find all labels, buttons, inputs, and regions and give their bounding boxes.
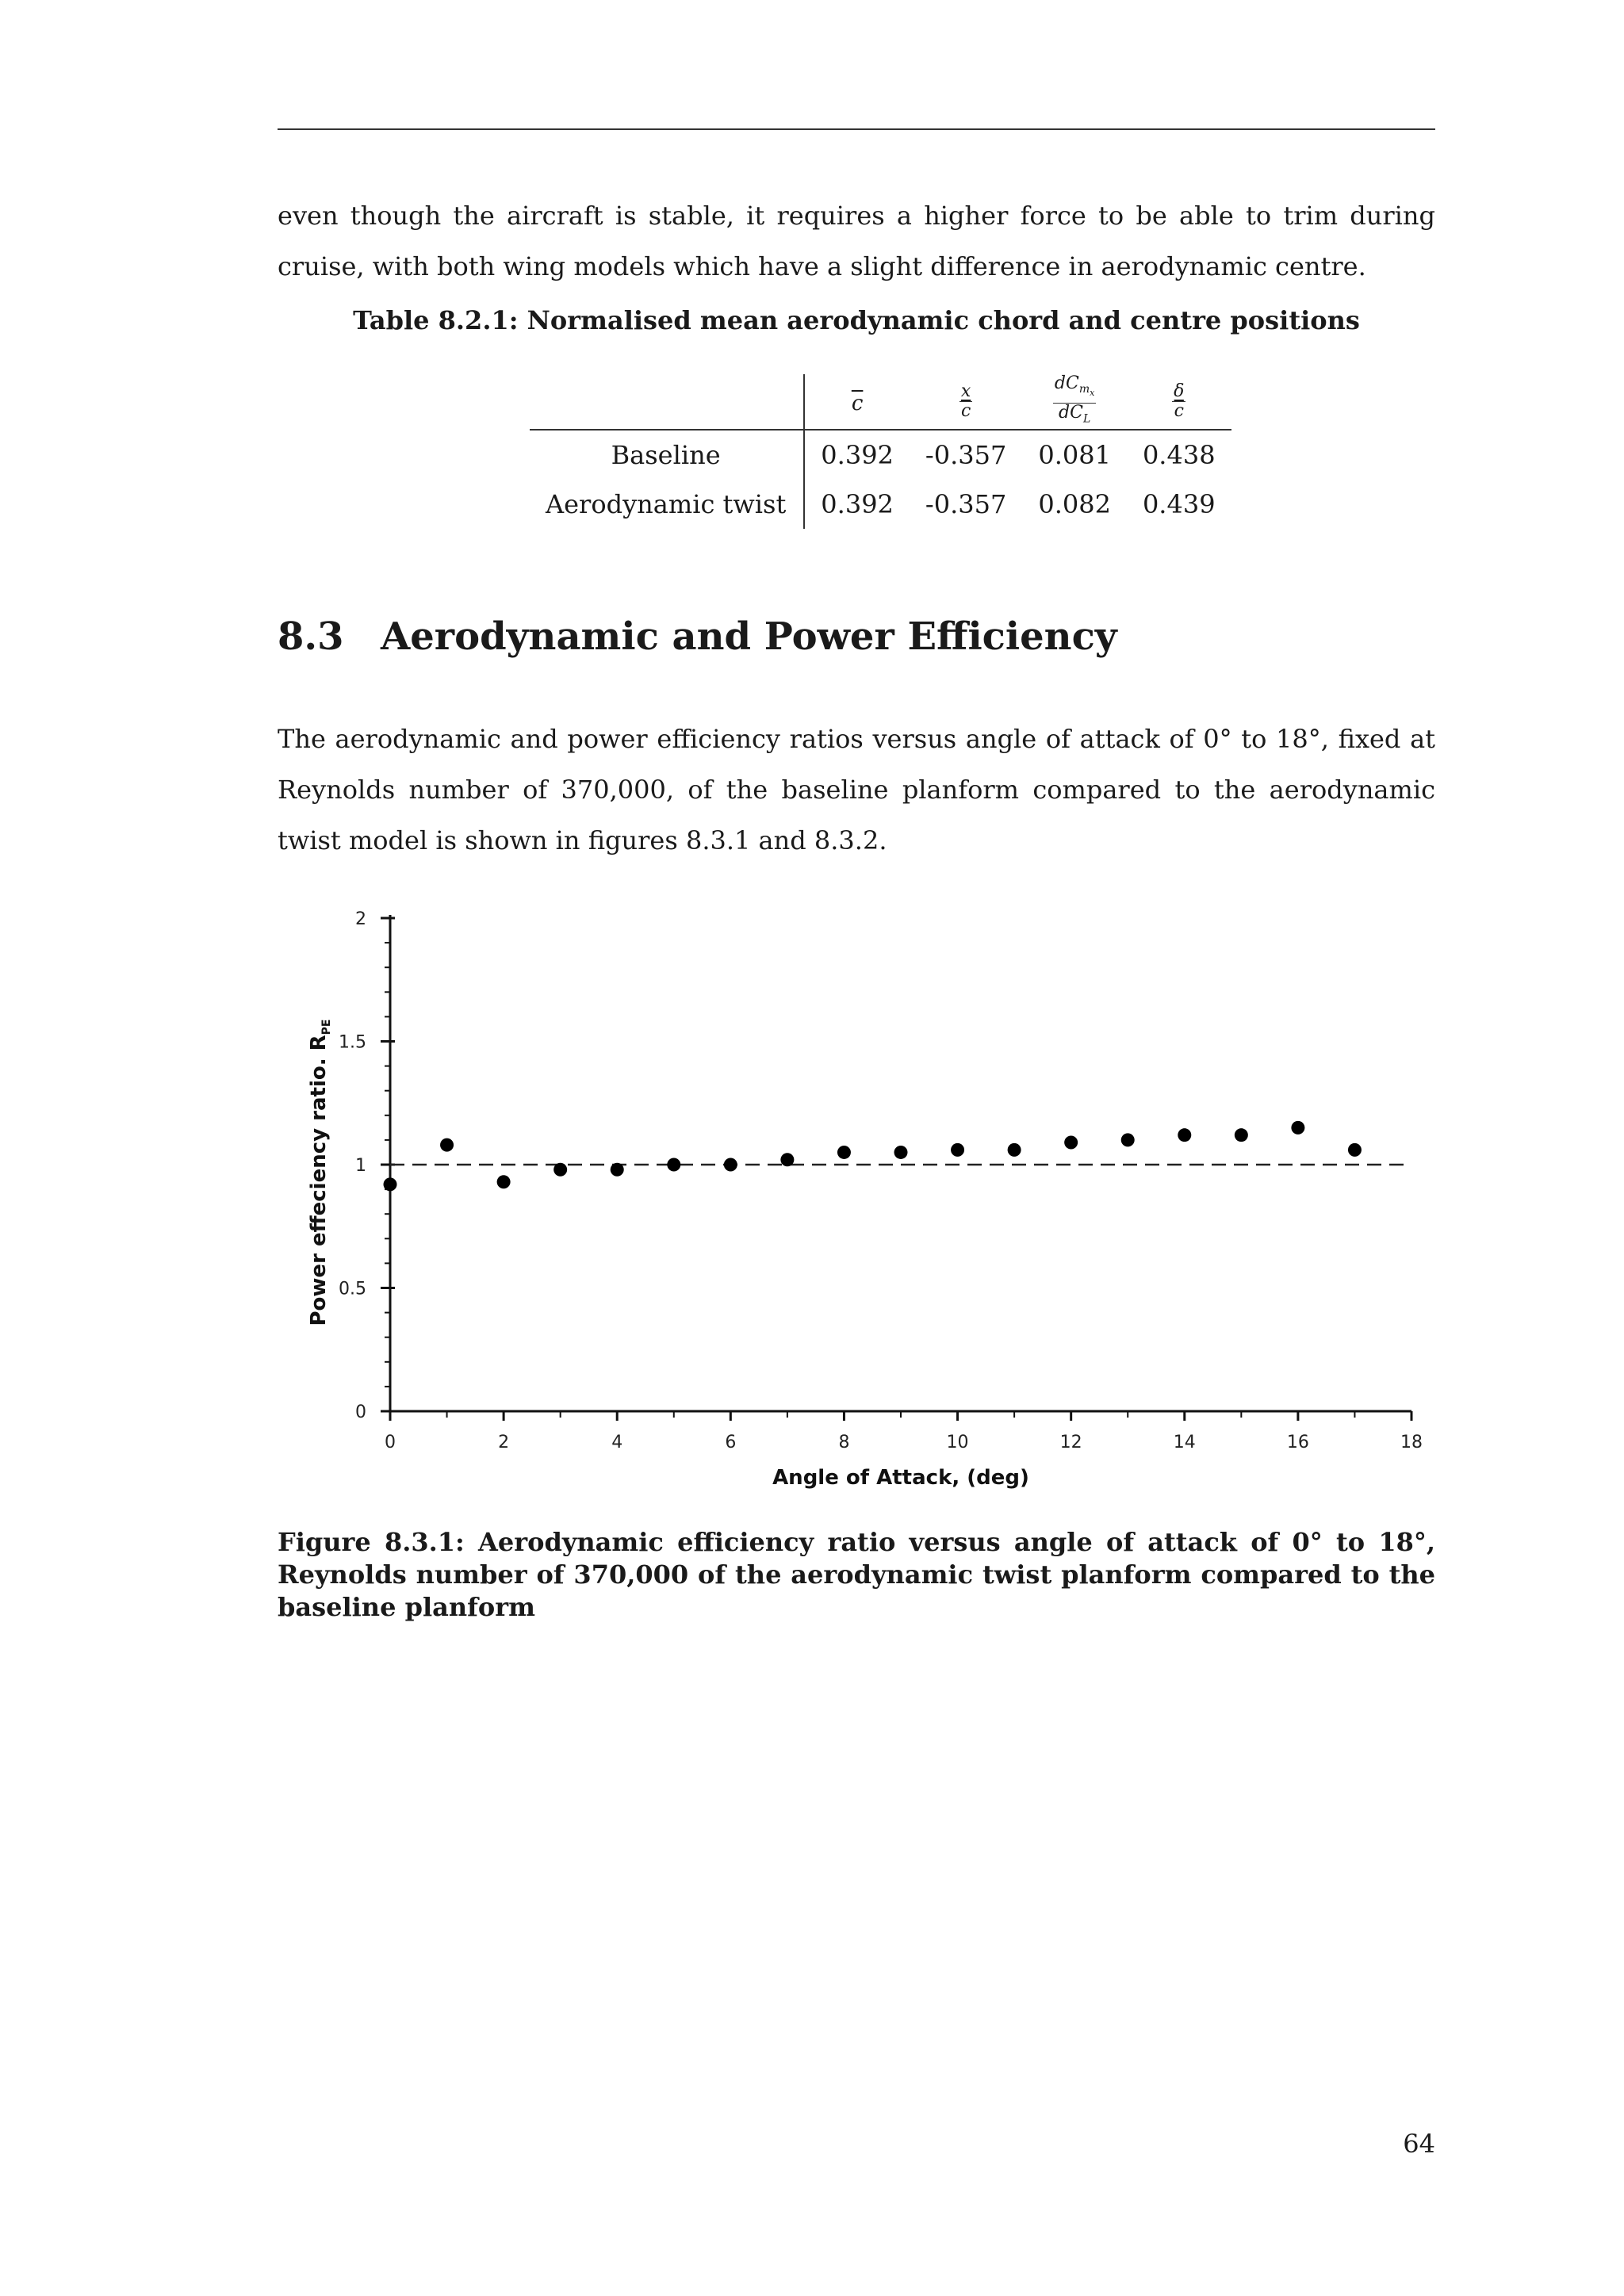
table-cell: 0.439 <box>1142 488 1216 519</box>
table-caption: Table 8.2.1: Normalised mean aerodynamic chord and centre positions <box>353 305 1360 335</box>
table-row-label: Baseline <box>530 430 804 480</box>
y-tick-label: 1.5 <box>339 1032 366 1053</box>
data-point <box>1064 1136 1078 1150</box>
data-point <box>951 1143 964 1157</box>
table-header-x-over-c: $\frac{x}{c}$ <box>910 374 1022 430</box>
data-point <box>1235 1128 1248 1142</box>
data-point <box>780 1153 794 1166</box>
table-row <box>530 480 1231 529</box>
y-axis-label <box>307 1019 333 1326</box>
table-header-blank <box>530 374 804 430</box>
table-cell: 0.081 <box>1038 439 1111 470</box>
table-cell: -0.357 <box>925 488 1007 519</box>
table-cell: 0.082 <box>1038 488 1111 519</box>
data-point <box>611 1163 624 1177</box>
table-cell: 0.392 <box>821 488 894 519</box>
section-heading <box>278 614 1117 659</box>
header-rule <box>278 128 1435 130</box>
chart-points <box>384 1121 1362 1192</box>
x-tick-label: 16 <box>1286 1433 1309 1452</box>
figure-caption: Figure 8.3.1: Aerodynamic efficiency ratio versus angle of attack of 0° to 18°, Reynolds number of 370,000 of the aerodynamic twist planform compared to the baseline planform <box>278 1527 1435 1622</box>
chord-table <box>530 374 1231 529</box>
y-axis-label-subscript: PE <box>320 1019 333 1035</box>
x-tick-label: 8 <box>838 1433 850 1452</box>
data-point <box>1121 1133 1135 1146</box>
table-header-row <box>530 374 1231 430</box>
table-row-label: Aerodynamic twist <box>530 480 804 529</box>
table-cell: -0.357 <box>925 439 1007 470</box>
x-tick-label: 4 <box>611 1433 623 1452</box>
section-number: 8.3 <box>278 614 344 659</box>
data-point <box>1008 1143 1021 1157</box>
y-tick-label: 1 <box>355 1156 366 1176</box>
page-number: 64 <box>1403 2129 1435 2159</box>
section-title: Aerodynamic and Power Efficiency <box>381 614 1117 659</box>
data-point <box>1178 1128 1191 1142</box>
x-tick-label: 2 <box>498 1433 510 1452</box>
data-point <box>553 1163 567 1177</box>
data-point <box>440 1138 454 1152</box>
data-point <box>724 1158 737 1172</box>
table-header-dcm-dcl: $\frac{dC_{m_x}}{dC_L}$ <box>1022 374 1127 430</box>
table-cell: 0.438 <box>1142 439 1216 470</box>
data-point <box>1291 1121 1304 1135</box>
x-tick-label: 14 <box>1173 1433 1196 1452</box>
y-axis-label-main: Power effeciency ratio. R <box>307 1035 331 1326</box>
paragraph-efficiency: The aerodynamic and power efficiency ratios versus angle of attack of 0° to 18°, fixed at Reynolds number of 370,000, of the baseline planform compared to the aerodynamic twist model is shown in figures 8.3.1 and 8.3.2. <box>278 724 1435 855</box>
y-tick-label: 0.5 <box>339 1279 366 1299</box>
efficiency-ratio-chart <box>278 888 1435 1506</box>
table-row <box>530 430 1231 480</box>
x-axis-label: Angle of Attack, (deg) <box>772 1466 1029 1490</box>
x-tick-label: 12 <box>1059 1433 1082 1452</box>
table-header-cbar: $\overline{c}$ <box>804 374 910 430</box>
paragraph-intro: even though the aircraft is stable, it requires a higher force to be able to trim during cruise, with both wing models which have a slight difference in aerodynamic centre. <box>278 201 1435 281</box>
data-point <box>384 1177 397 1191</box>
x-tick-label: 18 <box>1400 1433 1423 1452</box>
data-point <box>667 1158 680 1172</box>
y-tick-label: 2 <box>355 909 366 929</box>
y-tick-label: 0 <box>355 1402 366 1422</box>
data-point <box>837 1146 851 1159</box>
data-point <box>497 1175 511 1188</box>
data-point <box>1348 1143 1362 1157</box>
x-tick-label: 10 <box>946 1433 969 1452</box>
table-cell: 0.392 <box>821 439 894 470</box>
x-tick-label: 6 <box>725 1433 737 1452</box>
table-header-delta-over-c: $\frac{\delta}{c}$ <box>1127 374 1231 430</box>
x-tick-label: 0 <box>385 1433 396 1452</box>
data-point <box>894 1146 908 1159</box>
